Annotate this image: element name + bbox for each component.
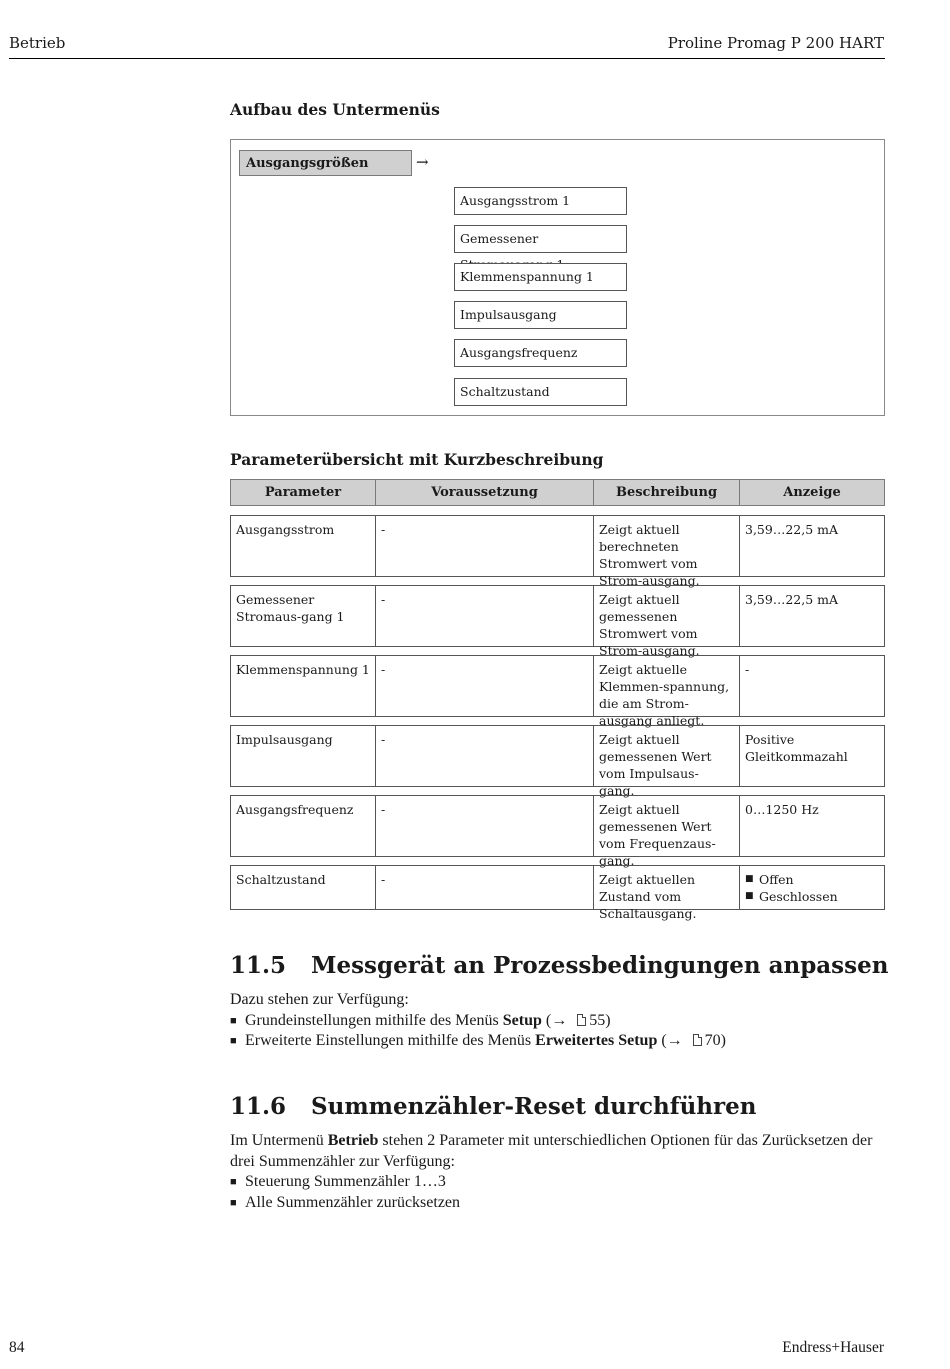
param-name: Impulsausgang <box>230 725 376 787</box>
table-row <box>230 865 885 921</box>
param-prerequisite: - <box>376 655 594 717</box>
param-display <box>740 865 885 910</box>
param-name: Schaltzustand <box>230 865 376 910</box>
param-display: - <box>740 655 885 717</box>
submenu-item: Ausgangsstrom 1 <box>454 187 627 215</box>
table-row <box>230 515 885 588</box>
page-reference[interactable]: 55 <box>589 1011 606 1029</box>
param-name: Ausgangsfrequenz <box>230 795 376 857</box>
menu-name: Setup <box>502 1011 542 1029</box>
section-number: 11.5 <box>230 952 287 979</box>
menu-name: Betrieb <box>327 1132 379 1149</box>
param-description: Zeigt aktuell gemessenen Stromwert vom Strom-ausgang. <box>594 585 740 647</box>
section-title: Summenzähler-Reset durchführen <box>311 1093 757 1120</box>
column-header: Parameter <box>230 479 376 506</box>
params-table-header <box>230 479 885 506</box>
list-item: ■ Alle Summenzähler zurücksetzen <box>230 1193 890 1214</box>
page-reference-icon <box>693 1034 702 1046</box>
param-prerequisite: - <box>376 515 594 577</box>
param-display: 0…1250 Hz <box>740 795 885 857</box>
page-reference[interactable]: 70 <box>704 1032 721 1050</box>
param-prerequisite: - <box>376 585 594 647</box>
bullet-list <box>230 1172 890 1213</box>
section-heading-11-5 <box>230 952 888 979</box>
param-display: 3,59…22,5 mA <box>740 585 885 647</box>
param-description: Zeigt aktuell berechneten Stromwert vom Strom-ausgang. <box>594 515 740 577</box>
list-item: ■ Grundeinstellungen mithilfe des Menüs Setup (→ 55) <box>230 1011 890 1032</box>
display-option: ■ Geschlossen <box>745 888 879 905</box>
param-prerequisite: - <box>376 795 594 857</box>
params-heading: Parameterübersicht mit Kurzbeschreibung <box>230 450 604 469</box>
param-name: Klemmenspannung 1 <box>230 655 376 717</box>
section-11-6-body <box>230 1131 890 1213</box>
display-option-list <box>745 871 879 905</box>
page-number: 84 <box>9 1339 25 1356</box>
section-intro: Im Untermenü Betrieb stehen 2 Parameter mit unterschiedlichen Optionen für das Zurücksetzen der drei Summenzähler zur Verfügung: <box>230 1132 873 1170</box>
column-header: Beschreibung <box>594 479 740 506</box>
display-option: ■ Offen <box>745 871 879 888</box>
section-intro: Dazu stehen zur Verfügung: <box>230 991 409 1008</box>
running-header-section: Betrieb <box>9 34 66 52</box>
table-row <box>230 585 885 658</box>
section-number: 11.6 <box>230 1093 287 1120</box>
param-display: 3,59…22,5 mA <box>740 515 885 577</box>
column-header: Anzeige <box>740 479 885 506</box>
param-name: Ausgangsstrom <box>230 515 376 577</box>
column-header: Voraussetzung <box>376 479 594 506</box>
param-description: Zeigt aktuell gemessenen Wert vom Impulsaus-gang. <box>594 725 740 787</box>
section-title: Messgerät an Prozessbedingungen anpassen <box>311 952 889 979</box>
footer-brand: Endress+Hauser <box>782 1339 884 1356</box>
header-rule <box>9 58 885 59</box>
param-prerequisite: - <box>376 725 594 787</box>
submenu-root-box: Ausgangsgrößen <box>239 150 412 176</box>
submenu-item: Schaltzustand <box>454 378 627 406</box>
page-reference-icon <box>577 1014 586 1026</box>
param-description: Zeigt aktuelle Klemmen-spannung, die am Strom-ausgang anliegt. <box>594 655 740 717</box>
list-item: ■ Steuerung Summenzähler 1…3 <box>230 1172 890 1193</box>
table-row <box>230 725 885 798</box>
param-display: Positive Gleitkommazahl <box>740 725 885 787</box>
list-item: ■ Erweiterte Einstellungen mithilfe des Menüs Erweitertes Setup (→ 70) <box>230 1031 890 1052</box>
submenu-item: Gemessener <box>454 225 627 253</box>
param-prerequisite: - <box>376 865 594 910</box>
param-name: Gemessener Stromaus-gang 1 <box>230 585 376 647</box>
param-description: Zeigt aktuellen Zustand vom Schaltausgang. <box>594 865 740 910</box>
submenu-heading: Aufbau des Untermenüs <box>230 100 440 119</box>
bullet-list <box>230 1011 890 1052</box>
param-description: Zeigt aktuell gemessenen Wert vom Frequenzaus-gang. <box>594 795 740 857</box>
section-heading-11-6 <box>230 1093 757 1120</box>
table-row <box>230 655 885 728</box>
submenu-item: Klemmenspannung 1 <box>454 263 627 291</box>
menu-name: Erweitertes Setup <box>535 1032 658 1050</box>
submenu-item: Ausgangsfrequenz <box>454 339 627 367</box>
section-11-5-body <box>230 990 890 1052</box>
submenu-item: Impulsausgang <box>454 301 627 329</box>
running-header-product: Proline Promag P 200 HART <box>667 34 884 52</box>
table-row <box>230 795 885 868</box>
right-arrow-icon: → <box>416 153 429 171</box>
